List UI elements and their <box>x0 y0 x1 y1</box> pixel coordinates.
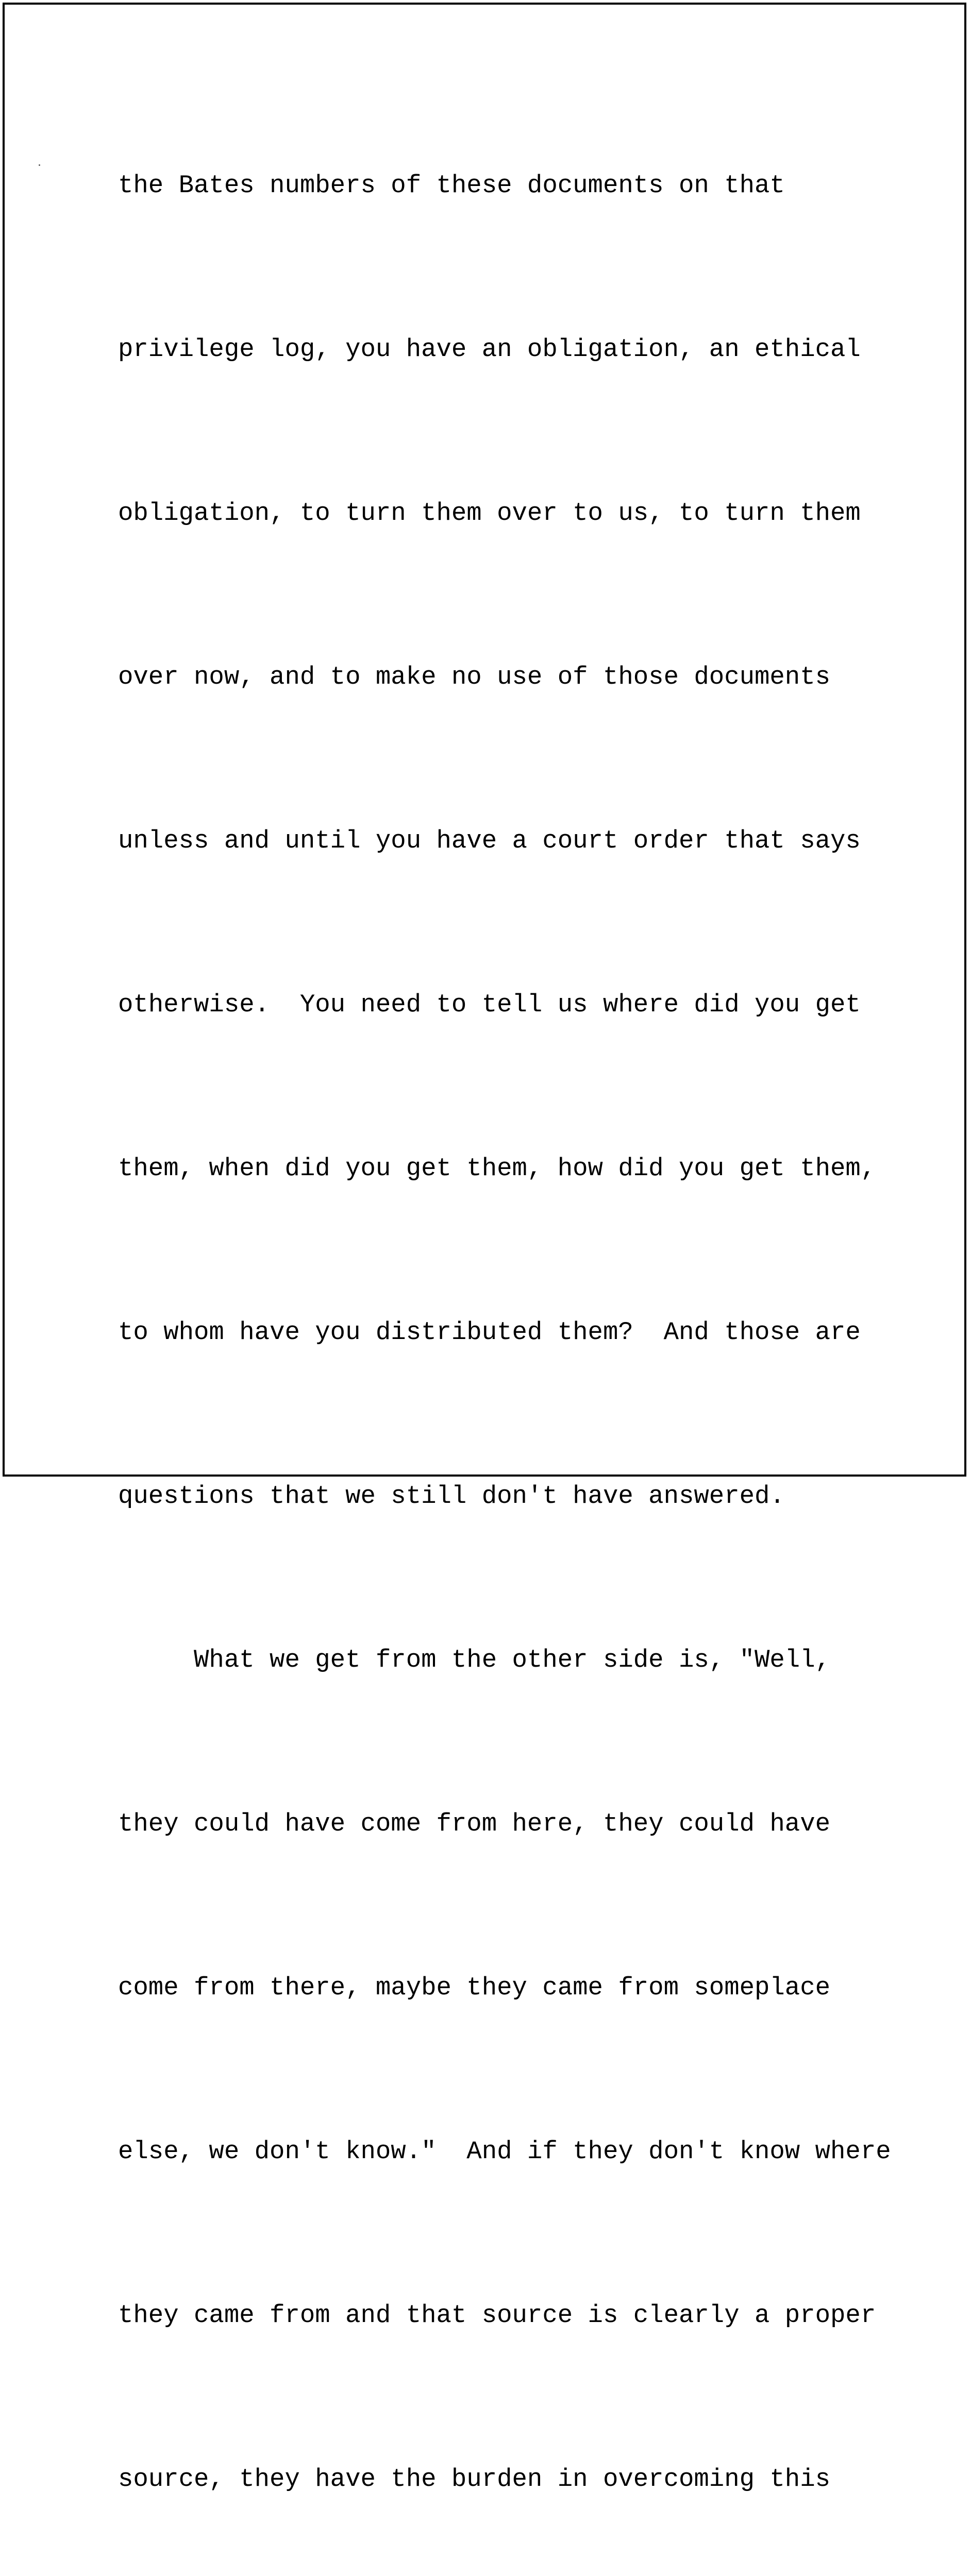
transcript-line: the Bates numbers of these documents on that <box>118 171 785 200</box>
transcript-line: come from there, maybe they came from someplace <box>118 1973 831 2002</box>
transcript-line: questions that we still don't have answered. <box>118 1482 785 1511</box>
transcript-line: What we get from the other side is, "Well, <box>118 1646 831 1674</box>
transcript-line: over now, and to make no use of those documents <box>118 663 831 691</box>
transcript-line: obligation, to turn them over to us, to turn them <box>118 499 861 528</box>
stray-mark <box>39 164 40 166</box>
transcript-line: privilege log, you have an obligation, an ethical <box>118 335 861 364</box>
transcript-line: source, they have the burden in overcoming this <box>118 2465 831 2494</box>
transcript-body <box>118 49 891 2576</box>
transcript-line: they came from and that source is clearly a proper <box>118 2301 876 2330</box>
transcript-line: them, when did you get them, how did you get them, <box>118 1154 876 1183</box>
page-border <box>3 3 966 2494</box>
transcript-line: unless and until you have a court order that says <box>118 826 861 855</box>
transcript-line: to whom have you distributed them? And those are <box>118 1318 861 1347</box>
transcript-line: they could have come from here, they could have <box>118 1809 831 1838</box>
transcript-line: else, we don't know." And if they don't know where <box>118 2137 891 2166</box>
transcript-line: otherwise. You need to tell us where did you get <box>118 990 861 1019</box>
